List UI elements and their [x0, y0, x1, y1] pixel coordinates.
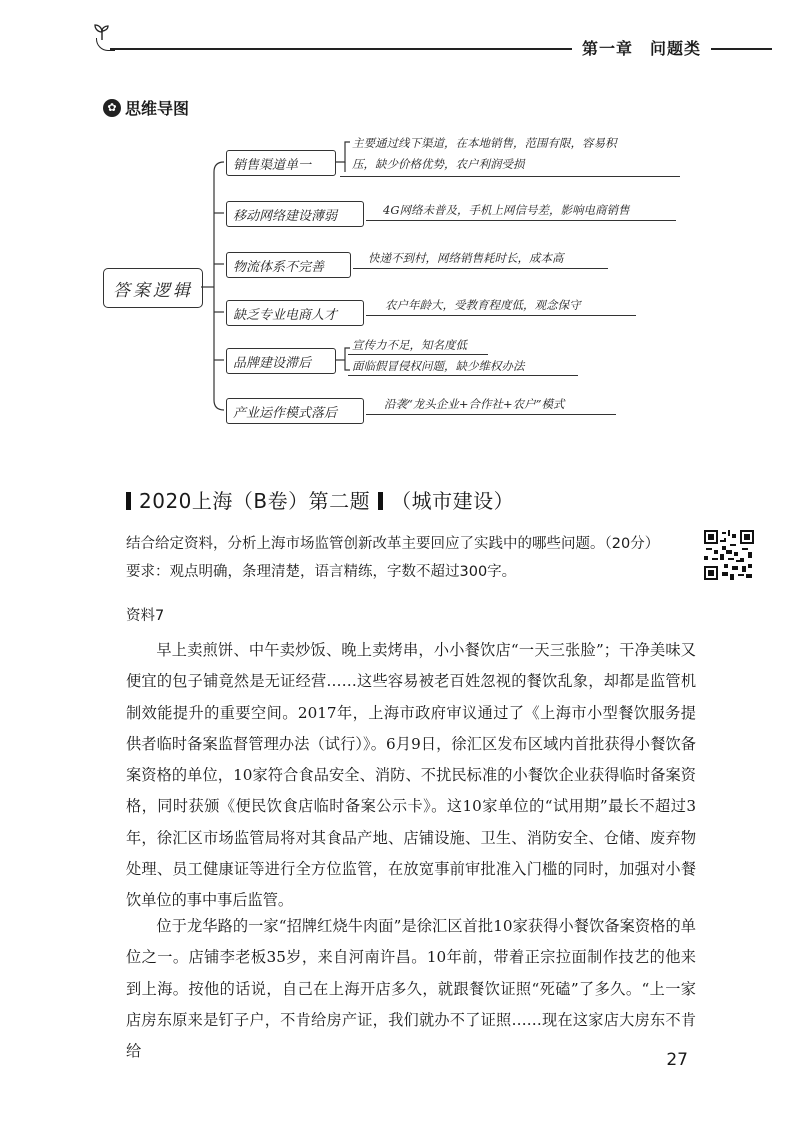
branch-mobile-network: 移动网络建设薄弱 [226, 201, 364, 227]
question-prompt: 结合给定资料，分析上海市场监管创新改革主要回应了实践中的哪些问题。（20分） [126, 536, 660, 552]
qr-code-icon [704, 530, 754, 580]
branch-talent: 缺乏专业电商人才 [226, 300, 364, 326]
branch-logistics: 物流体系不完善 [226, 252, 351, 278]
branch-sales-channel: 销售渠道单一 [226, 150, 336, 176]
note-logistics: 快递不到村，网络销售耗时长，成本高 [368, 251, 564, 265]
mindmap-connectors [0, 0, 800, 460]
material-paragraph-2: 位于龙华路的一家“招牌红烧牛肉面”是徐汇区首批10家获得小餐饮备案资格的单位之一。店铺李老板35岁，来自河南许昌。10年前，带着正宗拉面制作技艺的他来到上海。按他的话说，自己在上海开店多久，就跟餐饮证照“死磕”了多久。“上一家店房东原来是钉子户，不肯给房产证，我们就办不了证照……现在这家店大房东不肯给 [126, 917, 696, 1061]
title-bar [126, 492, 131, 510]
note-industry: 沿袭“龙头企业+合作社+农户”模式 [384, 397, 565, 411]
mindmap-root: 答案逻辑 [103, 268, 203, 308]
note-brand-1: 宣传力不足，知名度低 [352, 338, 467, 352]
question-text [126, 530, 686, 586]
material-paragraph-1: 早上卖煎饼、中午卖炒饭、晚上卖烤串，小小餐饮店“一天三张脸”；干净美味又便宜的包子铺竟然是无证经营……这些容易被老百姓忽视的餐饮乱象，却都是监管机制效能提升的重要空间。2017年，上海市政府审议通过了《上海市小型餐饮服务提供者临时备案监督管理办法（试行）》。6月9日，徐汇区发布区域内首批获得小餐饮备案资格的单位，10家符合食品安全、消防、不扰民标准的小餐饮企业获得临时备案资格，同时获颁《便民饮食店临时备案公示卡》。这10家单位的“试用期”最长不超过3年，徐汇区市场监管局将对其食品产地、店铺设施、卫生、消防安全、仓储、废弃物处理、员工健康证等进行全方位监管，在放宽事前审批准入门槛的同时，加强对小餐饮单位的事中事后监管。 [126, 641, 696, 910]
page-number: 27 [666, 1050, 688, 1070]
question-requirements: 要求：观点明确，条理清楚，语言精练，字数不超过300字。 [126, 564, 517, 580]
chapter-title: 第一章 问题类 [572, 36, 711, 59]
underline [366, 220, 676, 221]
note-brand-2: 面临假冒侵权问题，缺少维权办法 [352, 359, 525, 373]
flower-icon: ✿ [103, 99, 121, 117]
note-talent: 农户年龄大，受教育程度低，观念保守 [385, 298, 581, 312]
material-label: 资料7 [126, 608, 165, 624]
note-sales-2: 压，缺少价格优势，农户利润受损 [352, 157, 525, 171]
underline [353, 268, 608, 269]
mindmap-heading: ✿ 思维导图 [103, 96, 189, 119]
note-network: 4G网络未普及，手机上网信号差，影响电商销售 [383, 203, 630, 217]
question-title: 2020上海（B卷）第二题 （城市建设） [126, 485, 514, 514]
note-sales-1: 主要通过线下渠道，在本地销售，范围有限，容易积 [352, 136, 617, 150]
branch-brand: 品牌建设滞后 [226, 348, 336, 374]
underline [366, 414, 616, 415]
underline [348, 354, 488, 355]
underline [348, 375, 578, 376]
title-bar [378, 492, 383, 510]
underline [340, 176, 680, 177]
underline [366, 315, 636, 316]
branch-industry-model: 产业运作模式落后 [226, 398, 364, 424]
